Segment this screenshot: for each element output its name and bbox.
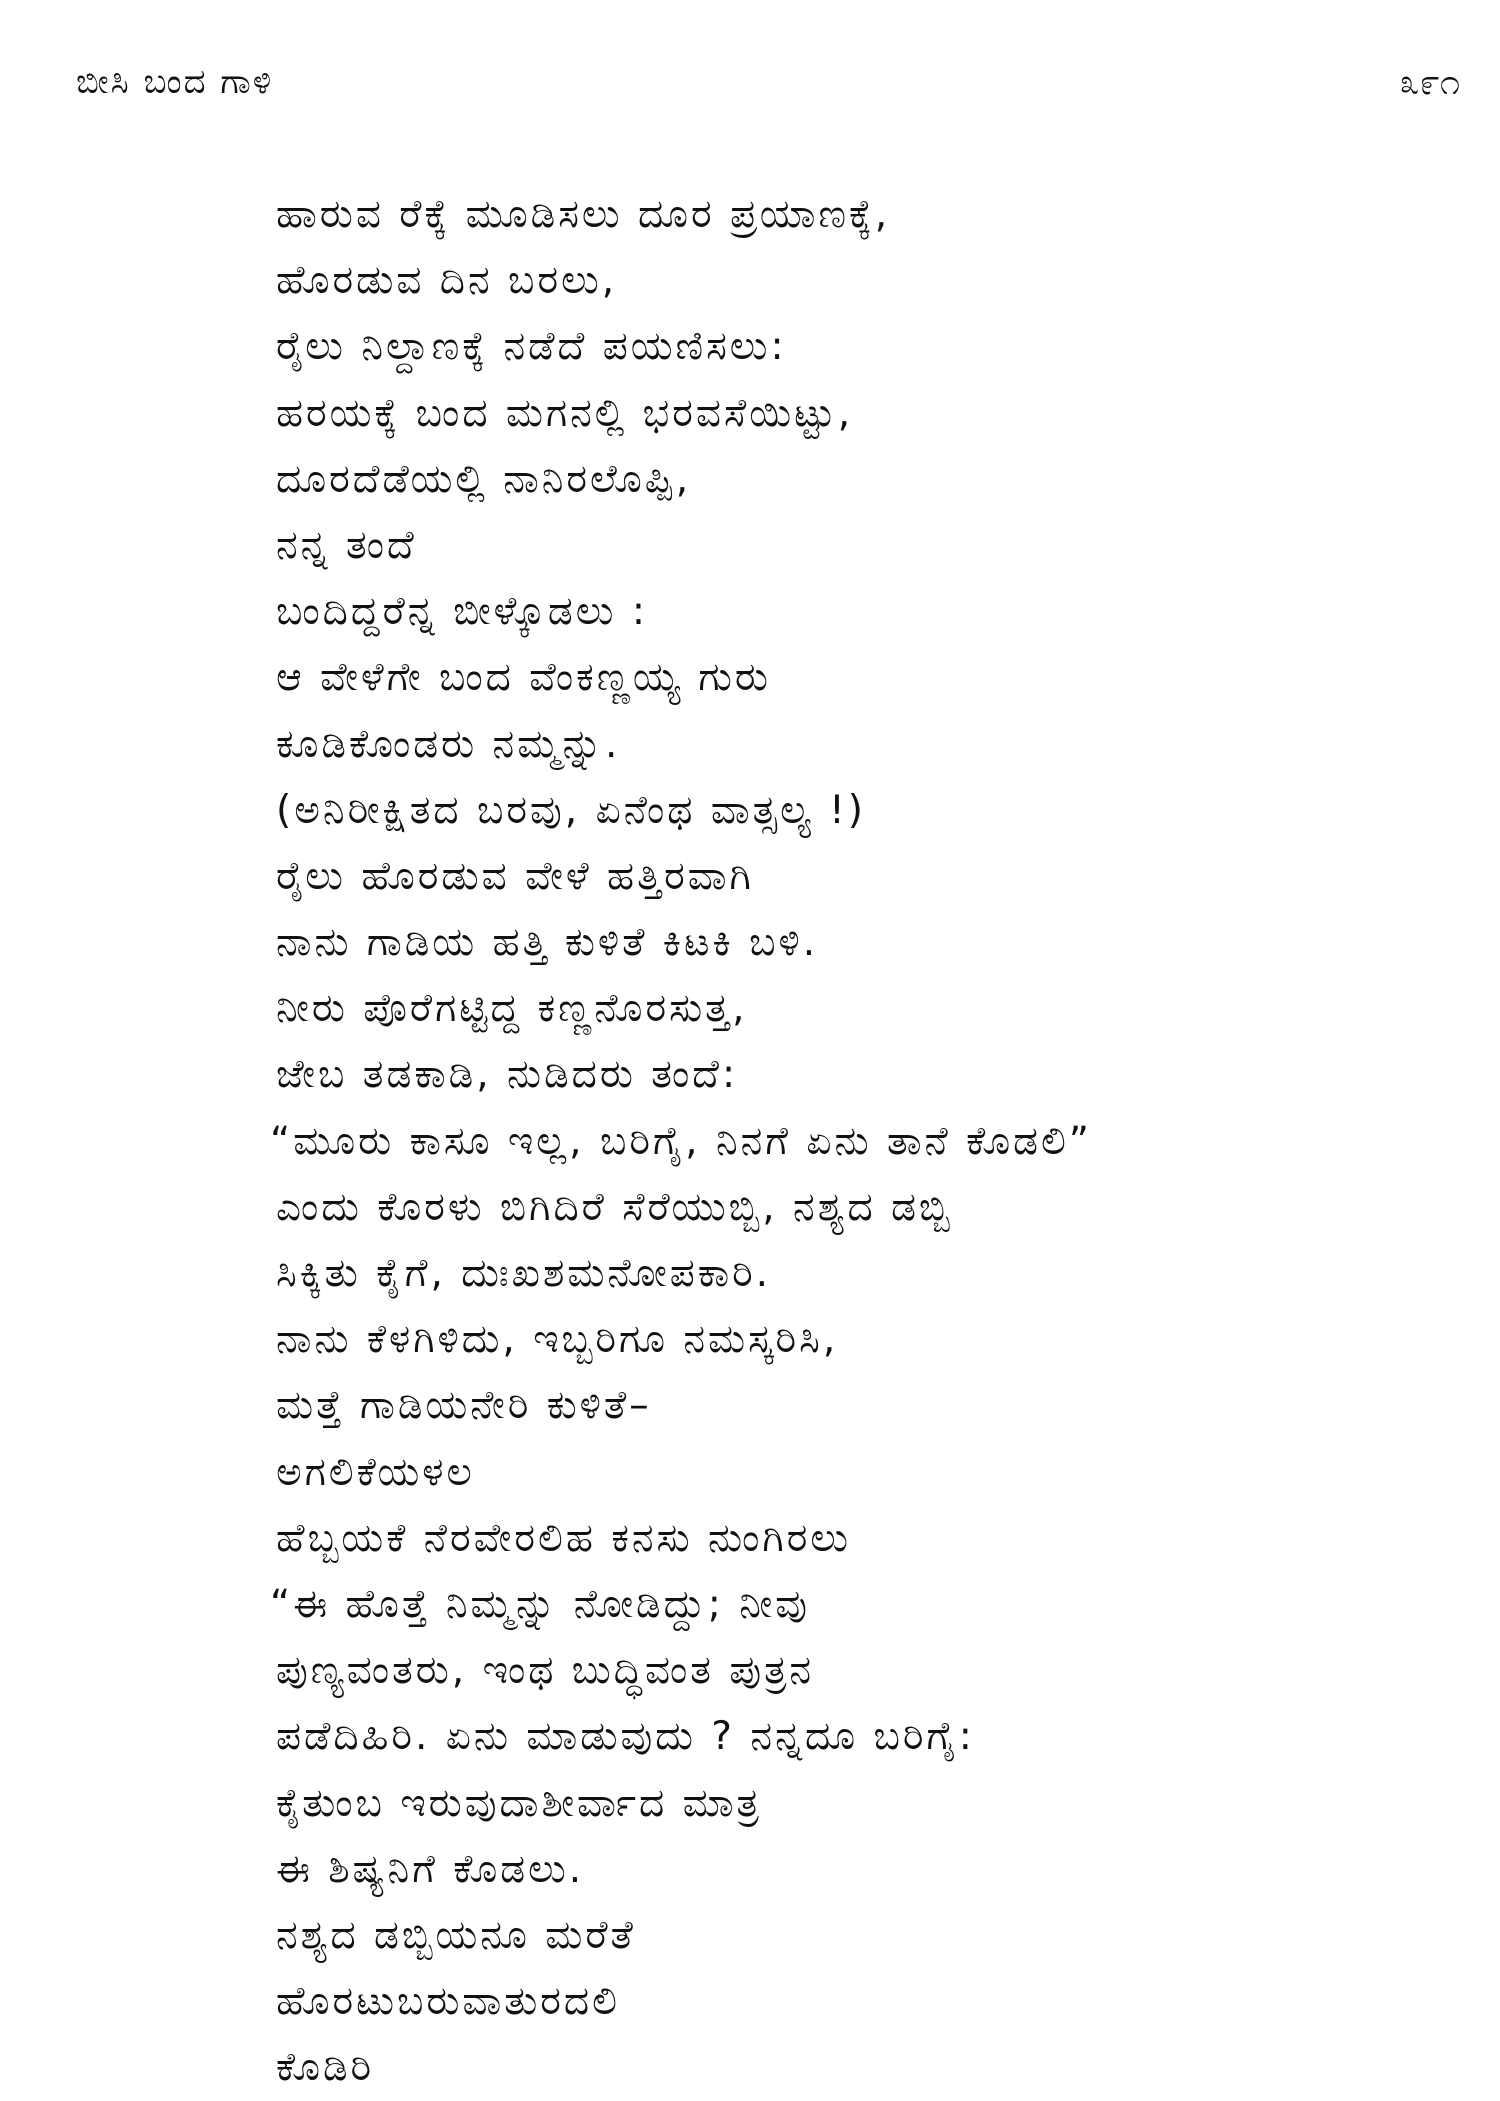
poem-line: ಈ ಶಿಷ್ಯನಿಗೆ ಕೊಡಲು. — [276, 1846, 585, 1892]
poem-line: ನೀರು ಪೊರೆಗಟ್ಟಿದ್ದ ಕಣ್ಣನೊರಸುತ್ತ, — [276, 986, 748, 1032]
page-number: ೩೯೧ — [1399, 62, 1460, 103]
poem-line: ಬಂದಿದ್ದರೆನ್ನ ಬೀಳ್ಕೊಡಲು : — [276, 589, 648, 635]
poem-line: “ಮೂರು ಕಾಸೂ ಇಲ್ಲ, ಬರಿಗೈ, ನಿನಗೆ ಏನು ತಾನೆ ಕೊಡಲಿ” — [270, 1118, 1092, 1164]
poem-line: (ಅನಿರೀಕ್ಷಿತದ ಬರವು, ಏನೆಂಥ ವಾತ್ಸಲ್ಯ !) — [276, 787, 866, 833]
poem-line: ಕೊಡಿರಿ — [276, 2045, 375, 2091]
page-header — [76, 62, 1460, 122]
poem-line: ಹೊರಡುವ ದಿನ ಬರಲು, — [276, 258, 618, 304]
poem-line: ಹರಯಕ್ಕೆ ಬಂದ ಮಗನಲ್ಲಿ ಭರವಸೆಯಿಟ್ಟು, — [276, 390, 854, 436]
poem-body — [270, 182, 1476, 2101]
poem-line: ಸಿಕ್ಕಿತು ಕೈಗೆ, ದುಃಖಶಮನೋಪಕಾರಿ. — [276, 1251, 772, 1296]
running-title: ಬೀಸಿ ಬಂದ ಗಾಳಿ — [76, 62, 274, 102]
poem-line: ಪಡೆದಿಹಿರಿ. ಏನು ಮಾಡುವುದು ? ನನ್ನದೂ ಬರಿಗೈ: — [276, 1714, 975, 1760]
poem-line: ಹೊರಟುಬರುವಾತುರದಲಿ — [276, 1979, 620, 2025]
poem-line: “ಈ ಹೊತ್ತೆ ನಿಮ್ಮನ್ನು ನೋಡಿದ್ದು; ನೀವು — [270, 1581, 811, 1627]
poem-line: ಎಂದು ಕೊರಳು ಬಿಗಿದಿರೆ ಸೆರೆಯುಬ್ಬಿ, ನಶ್ಯದ ಡಬ್ಬಿ — [276, 1184, 953, 1230]
poem-line: ನನ್ನ ತಂದೆ — [276, 522, 417, 568]
poem-line: ಹಾರುವ ರೆಕ್ಕೆ ಮೂಡಿಸಲು ದೂರ ಪ್ರಯಾಣಕ್ಕೆ, — [276, 192, 891, 237]
poem-line: ಜೇಬ ತಡಕಾಡಿ, ನುಡಿದರು ತಂದೆ: — [276, 1052, 739, 1098]
poem-line: ಹೆಬ್ಬಯಕೆ ನೆರವೇರಲಿಹ ಕನಸು ನುಂಗಿರಲು — [276, 1515, 852, 1561]
poem-line: ದೂರದೆಡೆಯಲ್ಲಿ ನಾನಿರಲೊಪ್ಪಿ, — [276, 456, 692, 502]
poem-line: ಮತ್ತೆ ಗಾಡಿಯನೇರಿ ಕುಳಿತೆ– — [276, 1383, 652, 1429]
poem-line: ರೈಲು ನಿಲ್ದಾಣಕ್ಕೆ ನಡೆದೆ ಪಯಣಿಸಲು: — [276, 324, 787, 370]
poem-line: ಪುಣ್ಯವಂತರು, ಇಂಥ ಬುದ್ಧಿವಂತ ಪುತ್ರನ — [276, 1648, 815, 1694]
poem-line: ನಾನು ಗಾಡಿಯ ಹತ್ತಿ ಕುಳಿತೆ ಕಿಟಕಿ ಬಳಿ. — [276, 920, 819, 966]
poem-line: ಅಗಲಿಕೆಯಳಲ — [276, 1449, 475, 1495]
poem-line: ರೈಲು ಹೊರಡುವ ವೇಳೆ ಹತ್ತಿರವಾಗಿ — [276, 853, 754, 899]
poem-line: ಕೂಡಿಕೊಂಡರು ನಮ್ಮನ್ನು. — [276, 721, 621, 767]
poem-line: ಆ ವೇಳೆಗೇ ಬಂದ ವೆಂಕಣ್ಣಯ್ಯ ಗುರು — [276, 655, 771, 701]
poem-line: ಕೈತುಂಬ ಇರುವುದಾಶೀರ್ವಾದ ಮಾತ್ರ — [276, 1780, 762, 1826]
poem-line: ನಶ್ಯದ ಡಬ್ಬಿಯನೂ ಮರೆತೆ — [276, 1912, 636, 1958]
poem-line: ನಾನು ಕೆಳಗಿಳಿದು, ಇಬ್ಬರಿಗೂ ನಮಸ್ಕರಿಸಿ, — [276, 1317, 839, 1363]
